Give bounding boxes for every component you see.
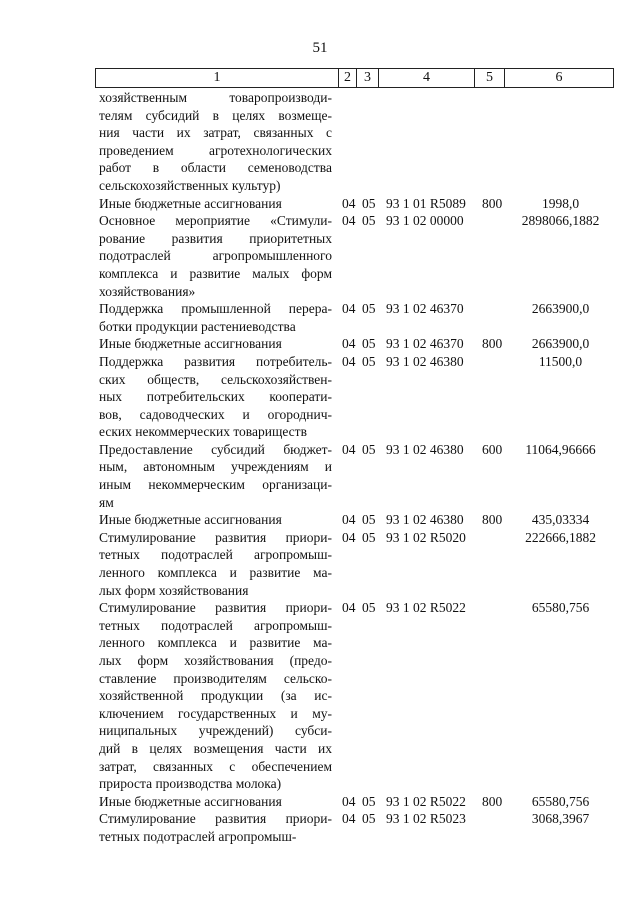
description-line: ленного комплекса и развитие ма- — [99, 565, 332, 581]
row-description — [99, 529, 332, 599]
target-article-code: 93 1 02 46370 — [386, 301, 464, 317]
description-line: вов, садоводческих и огороднич- — [99, 406, 332, 422]
amount-value: 65580,756 — [531, 600, 590, 616]
header-col-2: 2 — [339, 69, 357, 87]
section-code: 04 — [342, 811, 356, 827]
target-article-code: 93 1 02 00000 — [386, 213, 464, 229]
expense-type-code: 800 — [482, 336, 503, 352]
expense-type-code: 600 — [482, 441, 503, 457]
description-line: телям субсидий в целях возмеще- — [99, 107, 332, 123]
description-line: тетных подотраслей агропромыш- — [99, 617, 332, 633]
subsection-code: 05 — [362, 600, 376, 616]
amount-value: 2663900,0 — [531, 301, 590, 317]
table-row — [0, 810, 640, 845]
section-code: 04 — [342, 336, 356, 352]
table-body — [0, 89, 640, 846]
target-article-code: 93 1 02 R5022 — [386, 600, 466, 616]
table-row — [0, 353, 640, 441]
expense-type-code: 800 — [482, 793, 503, 809]
row-description — [99, 195, 332, 213]
amount-value: 2898066,1882 — [521, 213, 600, 229]
subsection-code: 05 — [362, 336, 376, 352]
table-header — [95, 68, 614, 88]
section-code: 04 — [342, 353, 356, 369]
description-line: Иные бюджетные ассигнования — [99, 336, 282, 352]
table-row — [0, 511, 640, 529]
table-row — [0, 300, 640, 335]
row-description — [99, 599, 332, 793]
subsection-code: 05 — [362, 301, 376, 317]
subsection-code: 05 — [362, 441, 376, 457]
description-line: прироста производства молока) — [99, 776, 282, 792]
expense-type-code: 800 — [482, 512, 503, 528]
target-article-code: 93 1 02 R5020 — [386, 529, 466, 545]
description-line: тетных подотраслей агропромыш- — [99, 828, 297, 844]
description-line: Поддержка развития потребитель- — [99, 353, 332, 369]
subsection-code: 05 — [362, 213, 376, 229]
amount-value: 1998,0 — [541, 195, 580, 211]
amount-value: 11064,96666 — [525, 441, 596, 457]
amount-value: 65580,756 — [531, 793, 590, 809]
row-description — [99, 335, 332, 353]
description-line: ниципальных учреждений) субси- — [99, 723, 332, 739]
description-line: Иные бюджетные ассигнования — [99, 793, 282, 809]
description-line: Иные бюджетные ассигнования — [99, 195, 282, 211]
table-row — [0, 599, 640, 793]
amount-value: 3068,3967 — [531, 811, 590, 827]
section-code: 04 — [342, 512, 356, 528]
row-description — [99, 212, 332, 300]
description-line: тетных подотраслей агропромыш- — [99, 547, 332, 563]
description-line: рование развития приоритетных — [99, 230, 332, 246]
description-line: хозяйственной продукции (за ис- — [99, 688, 332, 704]
row-description — [99, 441, 332, 511]
row-description — [99, 89, 332, 195]
section-code: 04 — [342, 213, 356, 229]
description-line: Поддержка промышленной перера- — [99, 301, 332, 317]
amount-value: 222666,1882 — [525, 529, 596, 545]
target-article-code: 93 1 02 R5022 — [386, 793, 466, 809]
description-line: дий в целях возмещения части их — [99, 740, 332, 756]
row-description — [99, 810, 332, 845]
amount-value: 11500,0 — [538, 353, 583, 369]
description-line: Иные бюджетные ассигнования — [99, 512, 282, 528]
row-description — [99, 511, 332, 529]
description-line: работ в области семеноводства — [99, 160, 332, 176]
description-line: ских обществ, сельскохозяйствен- — [99, 371, 332, 387]
header-col-6: 6 — [555, 70, 563, 85]
description-line: иным некоммерческим организаци- — [99, 477, 332, 493]
section-code: 04 — [342, 793, 356, 809]
amount-value: 2663900,0 — [531, 336, 590, 352]
description-line: Стимулирование развития приори- — [99, 811, 332, 827]
section-code: 04 — [342, 529, 356, 545]
description-line: хозяйствования» — [99, 283, 196, 299]
amount-value: 435,03334 — [531, 512, 590, 528]
target-article-code: 93 1 01 R5089 — [386, 195, 466, 211]
target-article-code: 93 1 02 46380 — [386, 512, 464, 528]
description-line: ям — [99, 494, 114, 510]
description-line: комплекса и развитие малых форм — [99, 265, 332, 281]
description-line: лых форм хозяйствования — [99, 582, 249, 598]
table-row — [0, 793, 640, 811]
description-line: еских некоммерческих товариществ — [99, 424, 307, 440]
row-description — [99, 793, 332, 811]
description-line: Стимулирование развития приори- — [99, 529, 332, 545]
description-line: затрат, связанных с обеспечением — [99, 758, 332, 774]
header-col-5: 5 — [475, 69, 505, 87]
description-line: ботки продукции растениеводства — [99, 318, 296, 334]
table-row — [0, 529, 640, 599]
target-article-code: 93 1 02 46370 — [386, 336, 464, 352]
subsection-code: 05 — [362, 529, 376, 545]
subsection-code: 05 — [362, 353, 376, 369]
subsection-code: 05 — [362, 793, 376, 809]
target-article-code: 93 1 02 46380 — [386, 441, 464, 457]
description-line: ния части их затрат, связанных с — [99, 125, 332, 141]
description-line: Предоставление субсидий бюджет- — [99, 441, 332, 457]
subsection-code: 05 — [362, 811, 376, 827]
target-article-code: 93 1 02 46380 — [386, 353, 464, 369]
description-line: ленного комплекса и развитие ма- — [99, 635, 332, 651]
subsection-code: 05 — [362, 512, 376, 528]
target-article-code: 93 1 02 R5023 — [386, 811, 466, 827]
description-line: лых форм хозяйствования (предо- — [99, 653, 332, 668]
section-code: 04 — [342, 301, 356, 317]
description-line: ных потребительских кооперати- — [99, 389, 332, 405]
page-number: 51 — [312, 40, 328, 56]
subsection-code: 05 — [362, 195, 376, 211]
description-line: хозяйственным товаропроизводи- — [99, 90, 332, 105]
section-code: 04 — [342, 600, 356, 616]
table-row — [0, 441, 640, 511]
header-col-1: 1 — [96, 69, 339, 87]
description-line: сельскохозяйственных культур) — [99, 177, 281, 193]
expense-type-code: 800 — [482, 195, 503, 211]
header-col-3: 3 — [357, 69, 379, 87]
section-code: 04 — [342, 441, 356, 457]
description-line: проведением агротехнологических — [99, 142, 332, 158]
table-row — [0, 195, 640, 213]
table-row — [0, 212, 640, 300]
description-line: ставление производителям сельско- — [99, 670, 332, 686]
table-row — [0, 335, 640, 353]
description-line: ключением государственных и му- — [99, 705, 332, 721]
header-col-4: 4 — [379, 69, 475, 87]
description-line: ным, автономным учреждениям и — [99, 459, 332, 475]
row-description — [99, 300, 332, 335]
section-code: 04 — [342, 195, 356, 211]
table-row — [0, 89, 640, 195]
description-line: подотраслей агропромышленного — [99, 248, 332, 264]
description-line: Стимулирование развития приори- — [99, 600, 332, 616]
row-description — [99, 353, 332, 441]
description-line: Основное мероприятие «Стимули- — [99, 213, 332, 229]
